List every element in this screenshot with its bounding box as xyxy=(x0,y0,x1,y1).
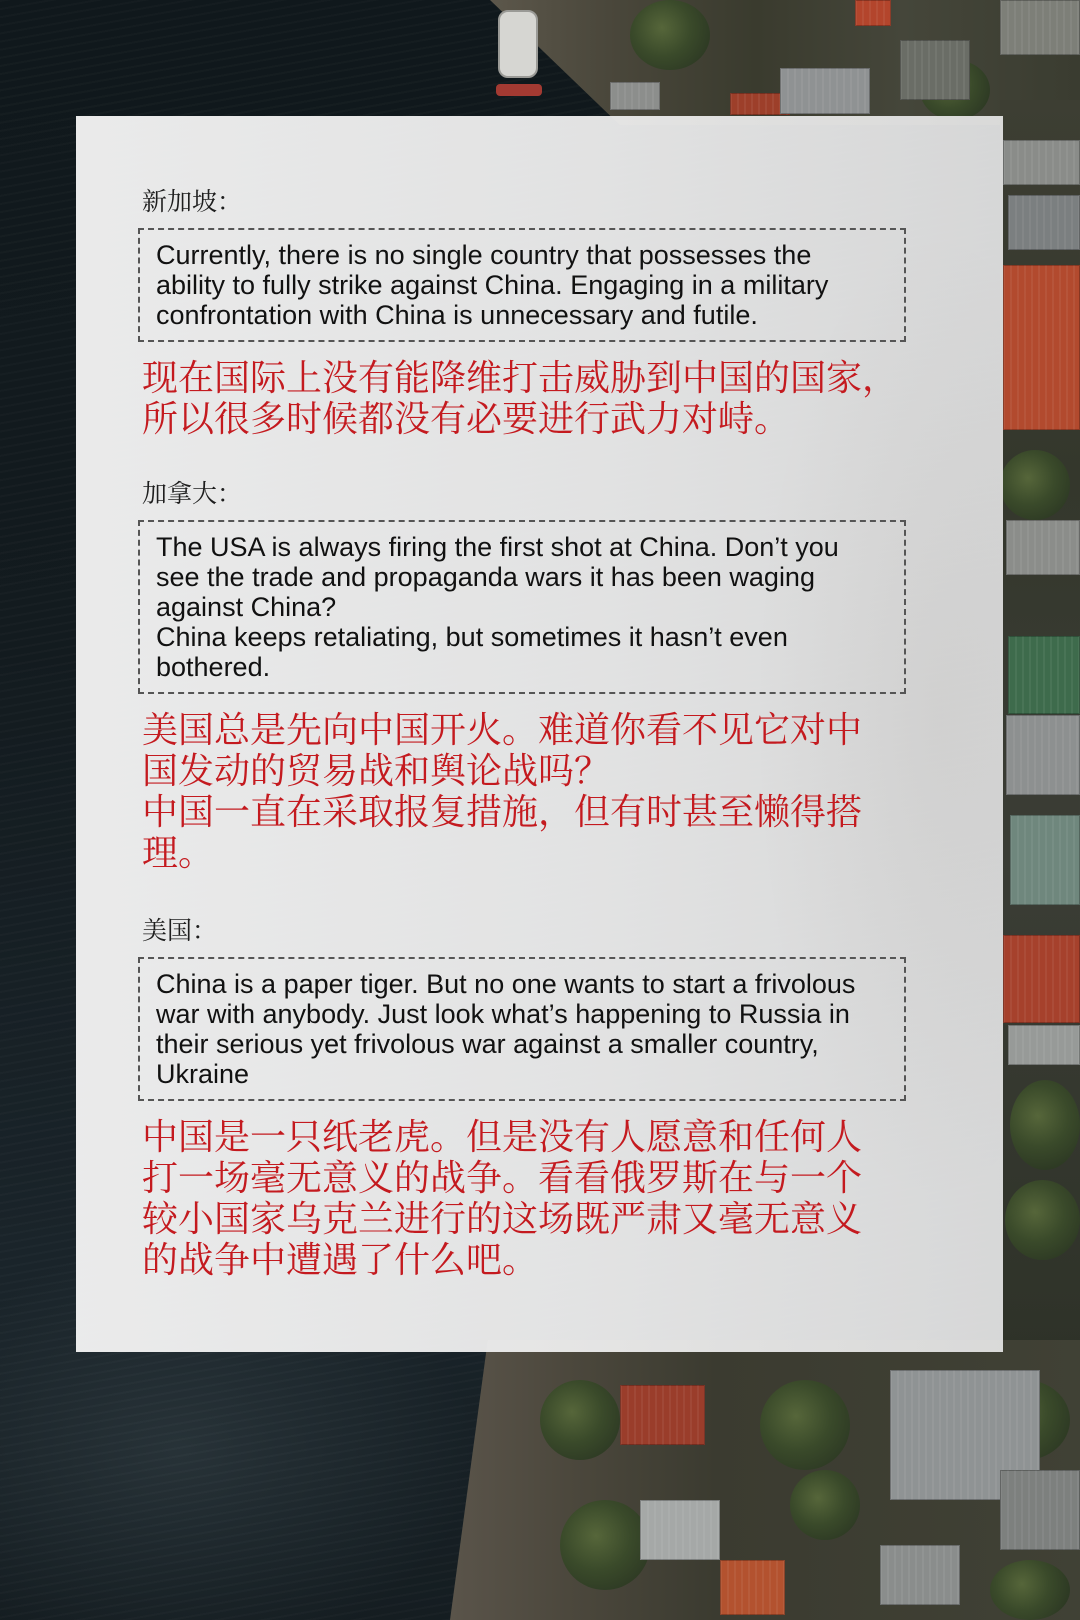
chinese-line: 中国一直在采取报复措施，但有时甚至懒得搭 xyxy=(142,792,863,833)
roof xyxy=(610,82,660,110)
roof xyxy=(1003,140,1080,185)
roof xyxy=(1003,265,1080,430)
english-line: China keeps retaliating, but sometimes it hasn’t even xyxy=(156,622,788,652)
content-panel xyxy=(76,116,1003,1352)
english-line: The USA is always firing the first shot at China. Don’t you xyxy=(156,532,839,562)
roof xyxy=(620,1385,705,1445)
english-line: war with anybody. Just look what’s happening to Russia in xyxy=(156,999,850,1029)
roof xyxy=(640,1500,720,1560)
tree xyxy=(560,1500,650,1590)
country-label: 加拿大： xyxy=(142,479,243,508)
country-label: 新加坡： xyxy=(142,187,243,216)
english-line: see the trade and propaganda wars it has been waging xyxy=(156,562,815,592)
roof xyxy=(1008,636,1080,714)
comment-section-canada xyxy=(138,478,918,874)
english-line: their serious yet frivolous war against a smaller country, xyxy=(156,1029,819,1059)
chinese-line: 现在国际上没有能降维打击威胁到中国的国家， xyxy=(142,358,899,399)
english-line: China is a paper tiger. But no one wants to start a frivolous xyxy=(156,969,856,999)
tree xyxy=(760,1380,850,1470)
boat xyxy=(496,84,542,96)
roof xyxy=(1006,715,1080,795)
country-label: 美国： xyxy=(142,916,218,945)
roof xyxy=(1008,195,1080,250)
english-comment-box xyxy=(138,957,906,1101)
chinese-translation xyxy=(138,710,918,874)
chinese-line: 打一场毫无意义的战争。看看俄罗斯在与一个 xyxy=(142,1158,863,1199)
roof xyxy=(880,1545,960,1605)
tree xyxy=(540,1380,620,1460)
roof xyxy=(855,0,891,26)
roof xyxy=(1010,815,1080,905)
tree xyxy=(1005,1180,1080,1260)
roof xyxy=(1000,0,1080,55)
english-line: confrontation with China is unnecessary and futile. xyxy=(156,300,758,330)
english-line: Ukraine xyxy=(156,1059,250,1089)
boat xyxy=(498,10,538,78)
english-line: bothered. xyxy=(156,652,271,682)
comment-section-usa xyxy=(138,915,918,1281)
english-comment-box xyxy=(138,228,906,342)
english-line: against China? xyxy=(156,592,337,622)
tree xyxy=(1000,450,1070,520)
roof xyxy=(1000,1470,1080,1550)
chinese-line: 中国是一只纸老虎。但是没有人愿意和任何人 xyxy=(142,1117,863,1158)
roof xyxy=(720,1560,785,1615)
chinese-translation xyxy=(138,358,918,440)
comment-section-singapore xyxy=(138,186,918,440)
chinese-line: 国发动的贸易战和舆论战吗？ xyxy=(142,751,611,792)
roof xyxy=(1006,520,1080,575)
roof xyxy=(780,68,870,114)
tree xyxy=(790,1470,860,1540)
roof xyxy=(900,40,970,100)
chinese-line: 的战争中遭遇了什么吧。 xyxy=(142,1240,539,1281)
english-line: ability to fully strike against China. Engaging in a military xyxy=(156,270,829,300)
chinese-line: 所以很多时候都没有必要进行武力对峙。 xyxy=(142,399,791,440)
tree xyxy=(1010,1080,1080,1170)
english-comment-box xyxy=(138,520,906,694)
tree xyxy=(990,1560,1070,1620)
chinese-line: 理。 xyxy=(142,833,215,874)
chinese-translation xyxy=(138,1117,918,1281)
english-line: Currently, there is no single country that possesses the xyxy=(156,240,812,270)
roof xyxy=(1008,1025,1080,1065)
chinese-line: 美国总是先向中国开火。难道你看不见它对中 xyxy=(142,710,863,751)
roof xyxy=(1003,935,1080,1023)
tree xyxy=(630,0,710,70)
chinese-line: 较小国家乌克兰进行的这场既严肃又毫无意义 xyxy=(142,1199,863,1240)
